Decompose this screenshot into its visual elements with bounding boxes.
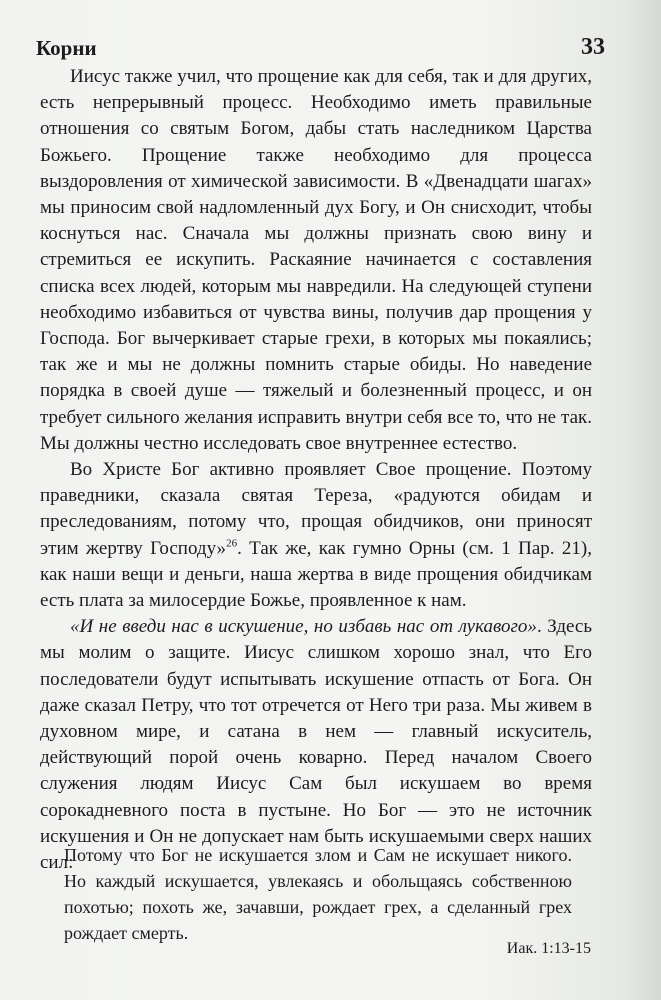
running-head: Корни xyxy=(36,36,97,60)
body-text xyxy=(40,64,592,876)
paragraph-text: Во Христе Бог активно проявляет Свое прощение. Поэтому праведники, сказала святая Тереза, «радуются обидам и преследованиям, потому что, прощая обидчиков, они приносят этим жертву Господу» xyxy=(40,459,592,559)
paragraph-temptation xyxy=(40,614,592,876)
paragraph-forgiveness-process: Иисус также учил, что прощение как для себя, так и для других, есть непрерывный процесс. Необходимо иметь правильные отношения со святым Богом, дабы стать наследником Царства Божьего. Прощение также необходимо для процесса выздоровления от химической зависимости. В «Двенадцати шагах» мы приносим свой надломленный дух Богу, и Он снисходит, чтобы коснуться нас. Сначала мы должны признать свою вину и стремиться ее искупить. Раскаяние начинается с составления списка всех людей, которым мы навредили. На следующей ступени необходимо избавиться от чувства вины, получив дар прощения у Господа. Бог вычеркивает старые грехи, в которых мы покаялись; так же и мы не должны помнить старые обиды. Но наведение порядка в своей душе — тяжелый и болезненный процесс, и он требует сильного желания исправить внутри себя все то, что не так. Мы должны честно исследовать свое внутреннее естество. xyxy=(40,66,592,454)
quote-text: Потому что Бог не искушается злом и Сам не искушает никого. Но каждый искушается, увлекаясь и обольщаясь собственною похотью; похоть же, зачавши, рождает грех, а сделанный грех рождает смерть. xyxy=(64,845,572,943)
page-number: 33 xyxy=(581,34,605,60)
footnote-reference: 26 xyxy=(226,537,238,550)
paragraph-text: . Здесь мы молим о защите. Иисус слишком хорошо знал, что Его последователи будут испытывать искушение отпасть от Бога. Он даже сказал Петру, что тот отречется от Него три раза. Мы живем в духовном мире, и сатана в нем — главный искуситель, действующий порой очень коварно. Перед началом Своего служения людям Иисус Сам был искушаем во время сорокадневного поста в пустыне. Но Бог — это не источник искушения и Он не допускает нам быть искушаемыми сверх наших сил: xyxy=(40,616,592,874)
prayer-quote: «И не введи нас в искушение, но избавь нас от лукавого» xyxy=(70,616,537,638)
paragraph-christ-forgiveness xyxy=(40,457,592,614)
paragraph-text: . Так же, как гумно Орны (см. 1 Пар. 21), как наши вещи и деньги, наша жертва в виде прощения обидчикам есть плата за милосердие Божье, проявленное к нам. xyxy=(40,537,592,612)
scripture-quote xyxy=(64,842,572,946)
quote-citation: Иак. 1:13-15 xyxy=(506,940,591,957)
